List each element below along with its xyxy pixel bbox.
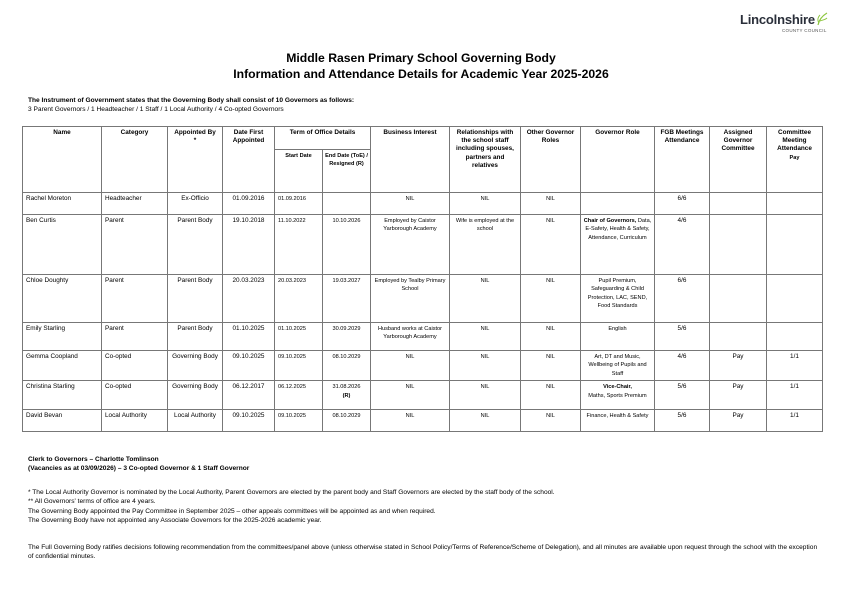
header-committee-label: Committee Meeting Attendance (777, 129, 812, 153)
header-date-first: Date First Appointed (223, 127, 275, 193)
cell-role: Pupil Premium, Safeguarding & Child Protection, LAC, SEND, Food Standards (581, 275, 655, 323)
cell-start: 09.10.2025 (275, 351, 323, 381)
cell-start: 01.09.2016 (275, 193, 323, 215)
cell-committee (767, 323, 823, 351)
cell-end: 08.10.2029 (323, 351, 371, 381)
cell-relationships: NIL (450, 323, 521, 351)
cell-date-first: 01.10.2025 (223, 323, 275, 351)
cell-category: Headteacher (102, 193, 168, 215)
cell-assigned: Pay (710, 381, 767, 410)
cell-category: Co-opted (102, 381, 168, 410)
cell-name: Gemma Coopland (23, 351, 102, 381)
cell-business: NIL (371, 410, 450, 432)
note-2: ** All Governors' terms of office are 4 years. (28, 498, 156, 506)
cell-end: 19.03.2027 (323, 275, 371, 323)
cell-other: NIL (521, 351, 581, 381)
cell-appointed-by: Governing Body (168, 381, 223, 410)
cell-date-first: 20.03.2023 (223, 275, 275, 323)
cell-start: 06.12.2025 (275, 381, 323, 410)
logo-name: Lincolnshire (740, 12, 815, 27)
clerk-name: Clerk to Governors – Charlotte Tomlinson (28, 456, 159, 463)
header-name: Name (23, 127, 102, 193)
cell-assigned: Pay (710, 410, 767, 432)
cell-relationships: NIL (450, 275, 521, 323)
cell-name: Emily Starling (23, 323, 102, 351)
cell-business: NIL (371, 381, 450, 410)
cell-relationships: NIL (450, 410, 521, 432)
cell-appointed-by: Parent Body (168, 323, 223, 351)
table-row (23, 193, 823, 215)
cell-end (323, 381, 371, 410)
cell-category: Parent (102, 215, 168, 275)
cell-other: NIL (521, 323, 581, 351)
header-relationships: Relationships with the school staff including spouses, partners and relatives (450, 127, 521, 193)
cell-relationships: NIL (450, 381, 521, 410)
header-other-roles: Other Governor Roles (521, 127, 581, 193)
cell-end: 10.10.2026 (323, 215, 371, 275)
header-appointed-by (168, 127, 223, 193)
notes-block (28, 488, 555, 526)
logo-subtitle: COUNTY COUNCIL (782, 28, 827, 33)
cell-end: 08.10.2029 (323, 410, 371, 432)
cell-other: NIL (521, 410, 581, 432)
cell-date-first: 06.12.2017 (223, 381, 275, 410)
end-mark: (R) (342, 392, 351, 399)
cell-start: 09.10.2025 (275, 410, 323, 432)
role-title: Vice-Chair, (603, 384, 632, 391)
cell-appointed-by: Governing Body (168, 351, 223, 381)
cell-role: Art, DT and Music, Wellbeing of Pupils and Staff (581, 351, 655, 381)
cell-business: Husband works at Caistor Yarborough Academy (371, 323, 450, 351)
leaf-icon (816, 12, 828, 26)
cell-role: English (581, 323, 655, 351)
cell-fgb: 6/6 (655, 275, 710, 323)
table-row (23, 275, 823, 323)
cell-other: NIL (521, 275, 581, 323)
clerk-block (28, 455, 249, 474)
role-areas: Maths, Sports Premium (588, 392, 647, 399)
cell-role (581, 215, 655, 275)
cell-assigned (710, 193, 767, 215)
cell-relationships: Wife is employed at the school (450, 215, 521, 275)
table-row (23, 215, 823, 275)
cell-assigned: Pay (710, 351, 767, 381)
header-committee-sub: Pay (789, 154, 800, 161)
header-assigned: Assigned Governor Committee (710, 127, 767, 193)
cell-category: Parent (102, 275, 168, 323)
cell-name: Ben Curtis (23, 215, 102, 275)
cell-end (323, 193, 371, 215)
cell-date-first: 01.09.2016 (223, 193, 275, 215)
cell-fgb: 5/6 (655, 381, 710, 410)
cell-committee (767, 215, 823, 275)
cell-business: NIL (371, 351, 450, 381)
cell-appointed-by: Parent Body (168, 275, 223, 323)
note-4: The Governing Body have not appointed any Associate Governors for the 2025-2026 academic year. (28, 517, 322, 525)
cell-date-first: 09.10.2025 (223, 351, 275, 381)
governors-table (22, 126, 823, 432)
cell-fgb: 4/6 (655, 351, 710, 381)
cell-committee: 1/1 (767, 410, 823, 432)
header-committee (767, 127, 823, 193)
cell-business: Employed by Caistor Yarborough Academy (371, 215, 450, 275)
cell-start: 11.10.2022 (275, 215, 323, 275)
role-areas: Data, E-Safety, Health & Safety, Attendance, Curriculum (585, 218, 652, 241)
header-business: Business Interest (371, 127, 450, 193)
cell-category: Local Authority (102, 410, 168, 432)
cell-fgb: 5/6 (655, 323, 710, 351)
cell-role (581, 193, 655, 215)
cell-other: NIL (521, 193, 581, 215)
cell-name: Chloe Doughty (23, 275, 102, 323)
cell-fgb: 6/6 (655, 193, 710, 215)
cell-end: 30.09.2029 (323, 323, 371, 351)
cell-category: Co-opted (102, 351, 168, 381)
header-role: Governor Role (581, 127, 655, 193)
table-row (23, 410, 823, 432)
role-title: Chair of Governors, (583, 218, 637, 224)
cell-appointed-by: Local Authority (168, 410, 223, 432)
cell-committee: 1/1 (767, 351, 823, 381)
instrument-intro (28, 96, 354, 114)
cell-date-first: 19.10.2018 (223, 215, 275, 275)
table-row (23, 323, 823, 351)
cell-business: NIL (371, 193, 450, 215)
header-end-date: End Date (ToE) / Resigned (R) (323, 150, 371, 193)
cell-name: David Bevan (23, 410, 102, 432)
document-title: Middle Rasen Primary School Governing Body (286, 51, 556, 65)
vacancies: (Vacancies as at 03/09/2026) – 3 Co-opted Governor & 1 Staff Governor (28, 465, 250, 473)
cell-appointed-by: Ex-Officio (168, 193, 223, 215)
cell-role (581, 381, 655, 410)
cell-start: 20.03.2023 (275, 275, 323, 323)
cell-other: NIL (521, 381, 581, 410)
cell-committee: 1/1 (767, 381, 823, 410)
cell-relationships: NIL (450, 193, 521, 215)
cell-name: Christina Starling (23, 381, 102, 410)
header-term: Term of Office Details (275, 127, 371, 150)
cell-committee (767, 275, 823, 323)
cell-fgb: 5/6 (655, 410, 710, 432)
cell-category: Parent (102, 323, 168, 351)
cell-assigned (710, 323, 767, 351)
council-logo (740, 12, 828, 40)
cell-other: NIL (521, 215, 581, 275)
header-appointed-by-label: Appointed By (174, 129, 216, 136)
cell-relationships: NIL (450, 351, 521, 381)
end-date: 31.08.2026 (332, 384, 361, 391)
note-3: The Governing Body appointed the Pay Committee in September 2025 – other appeals committees will be appointed as and when required. (28, 507, 436, 515)
cell-role: Finance, Health & Safety (581, 410, 655, 432)
intro-line-1: The Instrument of Government states that the Governing Body shall consist of 10 Governors as follows: (28, 97, 355, 104)
header-start-date: Start Date (275, 150, 323, 193)
cell-assigned (710, 215, 767, 275)
table-row (23, 381, 823, 410)
cell-fgb: 4/6 (655, 215, 710, 275)
cell-committee (767, 193, 823, 215)
header-fgb: FGB Meetings Attendance (655, 127, 710, 193)
ratification-note: The Full Governing Body ratifies decisions following recommendation from the committees/panel above (unless otherwise stated in School Policy/Terms of Reference/Scheme of Delegation), and all minutes are available upon request through the school with the exception of confidential minutes. (28, 544, 818, 561)
cell-business: Employed by Tealby Primary School (371, 275, 450, 323)
cell-appointed-by: Parent Body (168, 215, 223, 275)
cell-name: Rachel Moreton (23, 193, 102, 215)
intro-line-2: 3 Parent Governors / 1 Headteacher / 1 Staff / 1 Local Authority / 4 Co-opted Governors (28, 106, 284, 113)
header-appointed-by-mark: * (193, 137, 197, 145)
note-1: * The Local Authority Governor is nominated by the Local Authority, Parent Governors are elected by the parent body and Staff Governors are elected by the staff body of the school. (28, 489, 555, 496)
table-row (23, 351, 823, 381)
document-subtitle: Information and Attendance Details for Academic Year 2025-2026 (233, 67, 609, 81)
header-category: Category (102, 127, 168, 193)
cell-date-first: 09.10.2025 (223, 410, 275, 432)
cell-start: 01.10.2025 (275, 323, 323, 351)
cell-assigned (710, 275, 767, 323)
header-row (23, 127, 823, 150)
